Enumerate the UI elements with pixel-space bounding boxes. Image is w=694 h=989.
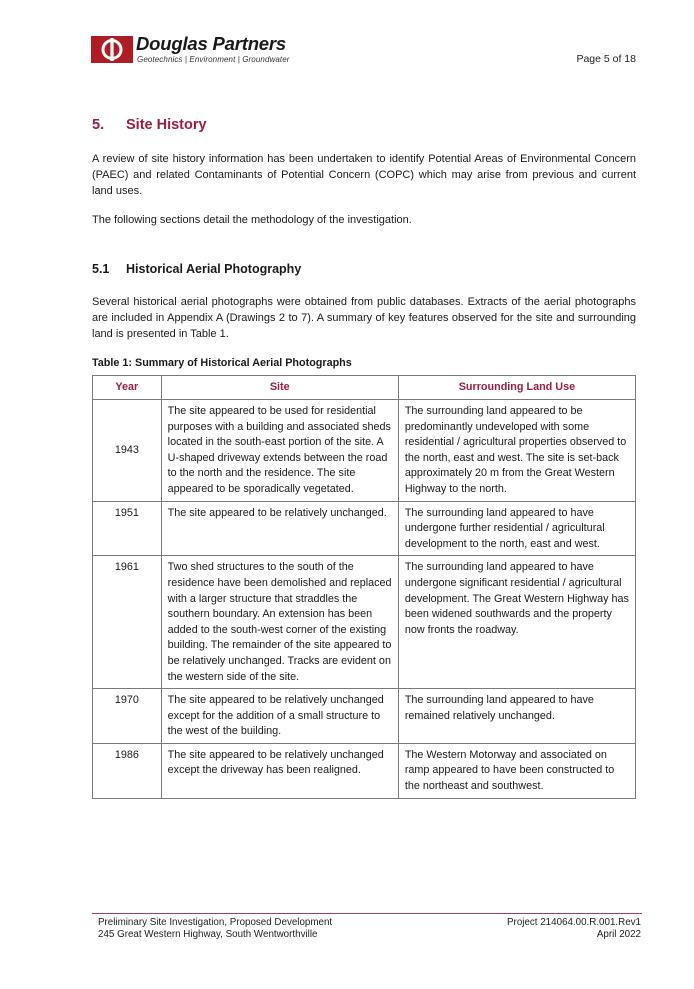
surrounding-cell: The Western Motorway and associated on ramp appeared to have been constructed to the northeast and southwest. [398,743,635,798]
section-number: 5. [92,117,105,133]
surrounding-cell: The surrounding land appeared to have undergone significant residential / agricultural development. The Great Western Highway has been widened southwards and the property now fronts the roadway. [398,556,635,689]
subsection-heading [92,262,301,276]
brand-name: Douglas Partners [136,33,286,54]
site-cell: The site appeared to be relatively unchanged except the driveway has been realigned. [161,743,398,798]
surrounding-cell: The surrounding land appeared to have undergone further residential / agricultural development to the north, east and west. [398,501,635,556]
table-caption: Table 1: Summary of Historical Aerial Photographs [92,357,352,369]
footer-project-number: Project 214064.00.R.001.Rev1 [507,917,641,928]
subsection-paragraph: Several historical aerial photographs were obtained from public databases. Extracts of the aerial photographs are included in Appendix A (Drawings 2 to 7). A summary of key features observed for the site and surrounding land is presented in Table 1. [92,296,636,340]
site-cell: Two shed structures to the south of the residence have been demolished and replaced with a larger structure that straddles the southern boundary. An extension has been added to the south-west corner of the existing building. The remainder of the site appeared to be relatively unchanged. Tracks are evident on the western side of the site. [161,556,398,689]
year-cell: 1986 [93,743,162,798]
footer-divider [92,913,642,914]
company-logo [91,35,321,69]
year-cell: 1970 [93,689,162,744]
footer-date: April 2022 [596,929,641,940]
table-row [93,689,636,744]
table-row [93,400,636,502]
site-cell: The site appeared to be relatively unchanged. [161,501,398,556]
section-intro-paragraph: A review of site history information has been undertaken to identify Potential Areas of Environmental Concern (PAEC) and related Contaminants of Potential Concern (COPC) which may arise from previous and current land uses. [92,153,636,197]
aerial-photographs-table [92,375,636,799]
table-row [93,501,636,556]
footer-project-description [98,917,332,941]
year-cell: 1951 [93,501,162,556]
surrounding-cell: The surrounding land appeared to have remained relatively unchanged. [398,689,635,744]
table-row [93,556,636,689]
year-cell: 1961 [93,556,162,689]
page-number: Page 5 of 18 [576,53,636,65]
year-cell: 1943 [93,400,162,502]
surrounding-cell: The surrounding land appeared to be predominantly undeveloped with some residential / agricultural properties observed to the north, east and west. The site is set-back approximately 20 m from the Great Western Highway to the north. [398,400,635,502]
subsection-title: Historical Aerial Photography [126,262,302,276]
section-heading [92,117,207,133]
footer-project-reference [507,917,641,941]
footer-site-address: 245 Great Western Highway, South Wentworthville [98,929,318,940]
douglas-partners-logo-icon [91,36,133,63]
table-row [93,743,636,798]
table-header-row [93,376,636,400]
site-cell: The site appeared to be relatively unchanged except for the addition of a small structure to the west of the building. [161,689,398,744]
brand-tagline: Geotechnics | Environment | Groundwater [137,55,290,64]
section-methodology-paragraph: The following sections detail the methodology of the investigation. [92,214,412,226]
footer-report-title: Preliminary Site Investigation, Proposed Development [98,917,333,928]
section-title: Site History [126,117,207,133]
subsection-number: 5.1 [92,262,110,276]
column-header-site: Site [161,376,398,400]
site-cell: The site appeared to be used for residential purposes with a building and associated sheds located in the south-east portion of the site. A U-shaped driveway extends between the road to the north and the residence. The site appeared to be sporadically vegetated. [161,400,398,502]
column-header-year: Year [93,376,162,400]
column-header-surrounding: Surrounding Land Use [398,376,635,400]
